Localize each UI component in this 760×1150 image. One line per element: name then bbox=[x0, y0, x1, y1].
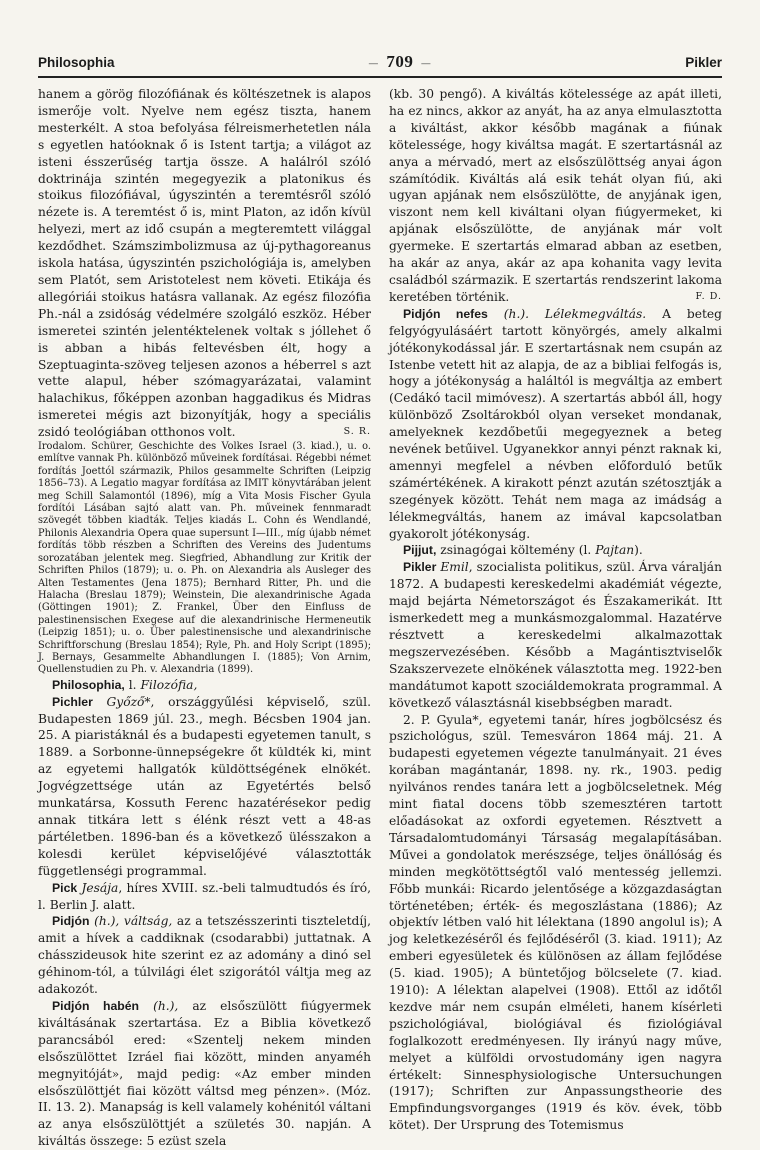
lexicon-entry bbox=[389, 559, 722, 711]
entry-text: zsinagógai költemény (l. bbox=[436, 543, 596, 558]
entry-body: az elsőszülött fiúgyermek kiváltásának szertartása. Ez a Biblia következő parancsából ered: «Szentelj nekem minden elsőszülöttet Izráel fiai között, minden anyaméh megnyitóját», majd pedig: «Az ember minden elsőszülöttjét fiai között váltsd meg pénzen». (Móz. II. 13. 2). Manapság is kell valamely kohénitól váltani az anya elsőszülöttjét a születés 30. napján. A kiváltás összege: 5 ezüst szela bbox=[38, 998, 371, 1149]
left-column bbox=[38, 86, 371, 1150]
entry-headword: Pidjón habén bbox=[52, 998, 140, 1013]
body-paragraph bbox=[389, 86, 722, 306]
page-number: — 709 — bbox=[361, 52, 439, 72]
header-left: Philosophia bbox=[38, 54, 115, 70]
paragraph-text: 2. P. Gyula*, egyetemi tanár, híres jogbölcsész és pszichológus, szül. Temesváron 1864 máj. 21. A budapesti egyetemen végezte tanulmányait. 21 éves korában magántanár, 1898. ny. rk., 1903. pedig nyilvános rendes tanára lett a jogbölcseletnek. Még mint fiatal docens több szemesztéren tartott előadásokat az oxfordi egyetemen. Résztvett a Társadalomtudományi Társaság megalapításában. Művei a gondolatok merészsége, teljes önállóság és minden megkötöttségtől való mentesség jellemzi. Főbb munkái: Ricardo jelentősége a közgazdaságtan történetében; érték- és megoszlástana (1886); Az objektív létben való hit lélektana (1890 angolul is); A jog keletkezéséről és fejlődéséről (3. kiad. 1911); Az emberi egyesületek és különösen az állam fejlődése (5. kiad. 1905); A büntetőjog bölcselete (7. kiad. 1910): A lélektan alapelvei (1908). Ettől az időtől kezdve már nem csupán elméleti, hanem kísérleti pszichológiával, biológiával és fiziológiával foglalkozott eredményesen. Ily irányú nagy műve, melyet a külföldi orvostudomány igen nagyra értékelt: Sinnesphysiologische Untersuchungen (1917); Schriften zur Anpassungstheorie des Empfindungsvorganges (1919 és köv. évek, több kötet). Der Ursprung des Totemismus bbox=[389, 712, 722, 1133]
entry-italic: Győző* bbox=[106, 694, 151, 709]
entry-italic: (h.), bbox=[153, 998, 179, 1013]
entry-headword: Pikler bbox=[403, 560, 437, 575]
lexicon-entry bbox=[38, 880, 371, 914]
entry-body: , híres XVIII. sz.-beli talmudtudós és író, l. Berlin J. alatt. bbox=[38, 880, 371, 912]
body-paragraph bbox=[389, 712, 722, 1135]
author-signature: S. R. bbox=[343, 426, 371, 438]
lexicon-entry bbox=[389, 542, 722, 559]
entry-italic: (h.), váltság, bbox=[94, 914, 173, 929]
entry-headword: Pidjón bbox=[52, 914, 90, 929]
entry-body: , országgyűlési képviselő, szül. Budapesten 1869 júl. 23., megh. Bécsben 1904 jan. 25. A piaristáknál és a budapesti egyetemen tanult, s 1889. a Sorbonne-ünnepségekre őt küldték ki, mint az egyetemi hallgatók küldöttségének elnökét. Jogvégzettsége után az Egyetértés belső munkatársa, Kossuth Ferenc hazatérésekor pedig annak titkára lett s élénk részt vett a 48-as pártéletben. 1896-ban és a következő ülésszakon a kolesdi kerület képviselőjévé választották függetlenségi programmal. bbox=[38, 694, 371, 878]
running-header bbox=[38, 52, 722, 78]
entry-text bbox=[139, 999, 153, 1013]
lexicon-entry bbox=[38, 913, 371, 998]
text-columns bbox=[38, 86, 722, 1150]
entry-headword: Pichler bbox=[52, 694, 93, 709]
header-right: Pikler bbox=[685, 54, 722, 70]
entry-headword: Pick bbox=[52, 880, 78, 895]
entry-text bbox=[488, 307, 504, 321]
entry-body: az a tetszésszerinti tiszteletdíj, amit a hívek a caddiknak (csodarabbi) juttatnak. A chásszideusok hite szerint ez az adomány a dinó sel géhinom-tól, a túlvilági élet szigorától váltja meg az adakozót. bbox=[38, 914, 371, 997]
paragraph-text: (kb. 30 pengő). A kiváltás kötelessége az apát illeti, ha ez nincs, akkor az anyát, ha az anya elmulasztotta a kiváltást, akkor később magának a fiúnak kötelessége, hogy kiváltsa magát. E szertartásnál az anya a mérvadó, mert az elsőszülöttség anyai ágon számítódik. Kiváltás alá esik tehát olyan fiú, aki ugyan apjának nem elsőszülötte, de anyjának igen, viszont nem kell kiváltani olyan fiúgyermeket, ki apjának elsőszülötte, de anyjának már volt gyermeke. E szertartás elmarad abban az esetben, ha akár az anya, akár az apa kohanita vagy levita családból származik. E szertartás rendszerint lakoma keretében történik. bbox=[389, 87, 722, 304]
entry-italic: (h.). Lélekmegváltás. bbox=[503, 306, 647, 321]
entry-italic: Emil bbox=[440, 560, 469, 575]
entry-body: A beteg felgyógyulásáért tartott könyörgés, amely alkalmi jótékonykodással jár. E szertartásnak nem csupán az Istenbe vetett hit az alapja, de az a bibliai felfogás is, hogy a jótékonyság a haláltól is megváltja az embert (Cedákó tacil mimóvesz). A szertartás abból áll, hogy különböző Zsoltárokból olyan verseket mondanak, amelyeknek kezdőbetűi megegyeznek a beteg nevének betűivel. Ugyanekkor annyi pénzt raknak ki, amennyi megfelel a névben előforduló betűk számértékének. A kirakott pénzt azután szétosztják a szegények között. Tehát nem maga az imádság a lélekmegváltás, hanem az imával kapcsolatban gyakorolt jótékonyság. bbox=[389, 306, 722, 541]
lexicon-entry bbox=[38, 998, 371, 1150]
lexicon-entry bbox=[389, 306, 722, 543]
lexicon-entry bbox=[38, 694, 371, 880]
entry-text bbox=[93, 695, 107, 709]
entry-headword: Pidjón nefes bbox=[403, 306, 488, 321]
entry-text: l. bbox=[124, 677, 141, 692]
author-signature: F. D. bbox=[695, 290, 722, 302]
paragraph-text: hanem a görög filozófiának és költészetnek is alapos ismerője volt. Nyelve nem egész tiszta, hanem mesterkélt. A stoa befolyása félreismerhetetlen nála s egyetlen hatóoknak ő is Istent tartja; a világot az isteni ésszerűség tartja össze. A halálról szóló doktrinája szintén megegyezik a platonikus és stoikus filozófiával, úgyszintén a teremtésről szóló nézete is. A teremtést ő is, mint Platon, az időn kívül helyezi, mert az idő csupán a megteremtett világgal kezdődhet. Számszimbolizmusa az új-pythagoreanus iskola hatása, úgyszintén pszichológiája is, amelyben sem Platót, sem Aristotelest nem követi. Etikája és allegóriái stoikus hatásra vallanak. Az egész filozófia Ph.-nál a zsidóság védelmére szolgáló eszköz. Héber ismeretei szintén jelentéktelenek voltak s jóllehet ő is abban a hibás feltevésben élt, hogy a Szeptuaginta-szöveg teljesen azonos a héberrel s azt vette alapul, héber szómagyarázatai, valamint halachikus, főképpen azonban haggadikus és Midras ismeretei mégis azt bizonyítják, hogy a speciális zsidó teológiában otthonos volt. bbox=[38, 87, 371, 440]
lexicon-entry bbox=[38, 677, 371, 694]
entry-italic: Pajtan bbox=[595, 543, 635, 558]
bibliography-note: Irodalom. Schürer, Geschichte des Volkes Israel (3. kiad.), u. o. említve vannak Ph. különböző műveinek fordításai. Régebbi német fordítás Joettól származik, Philos gesammelte Schriften (Leipzig 1856–73). A Legatio magyar fordítása az IMIT könyvtárában jelent meg Schill Salamontól (1896), míg a Vita Mosis Fischer Gyula fordítói Lásában sajtó alatt van. Ph. műveinek fennmaradt szövegét többen kiadták. Teljes kiadás L. Cohn és Wendlandé, Philonis Alexandria Opera quae supersunt I—III., míg újabb német fordítás több részben a Schriften des Vereins des Judentums sorozatában jelentek meg. Siegfried, Abhandlung zur Kritik der Schriften Philos (1879); u. o. Ph. on Alexandria als Ausleger des Alten Testamentes (Jena 1875); Bernhard Ritter, Ph. und die Halacha (Breslau 1879); Weinstein, Die alexandrinische Agada (Göttingen 1901); Z. Frankel, Über den Einfluss de palestinensischen Exegese auf die alexandrinische Hermeneutik (Leipzig 1851); u. o. Über palestinensische und alexandrinische Schriftforschung (Breslau 1854); Ryle, Ph. and Holy Script (1895); J. Bernays, Gesammelte Abhandlungen I. (1885); Von Arnim, Quellenstudien zu Ph. v. Alexandria (1899). bbox=[38, 441, 371, 676]
entry-italic: Jesája bbox=[81, 880, 119, 895]
entry-headword: Philosophia, bbox=[52, 677, 125, 692]
entry-headword: Pijjut, bbox=[403, 543, 437, 558]
right-column bbox=[389, 86, 722, 1150]
body-paragraph bbox=[38, 86, 371, 441]
entry-italic: Filozófia, bbox=[140, 677, 198, 692]
entry-body: ). bbox=[634, 543, 643, 558]
entry-body: , szocialista politikus, szül. Árva váralján 1872. A budapesti kereskedelmi akadémiát végezte, majd bejárta Németországot és Északamerikát. Itt ismerkedett meg a munkásmozgalommal. Hazatérve résztvett a kereskedelmi alkalmazottak megszervezésében. Később a Magántisztviselők Szakszervezete elnökének választotta meg. 1922-ben mandátumot kapott szociáldemokrata programmal. A következő választásnál kisebbségben maradt. bbox=[389, 560, 722, 710]
